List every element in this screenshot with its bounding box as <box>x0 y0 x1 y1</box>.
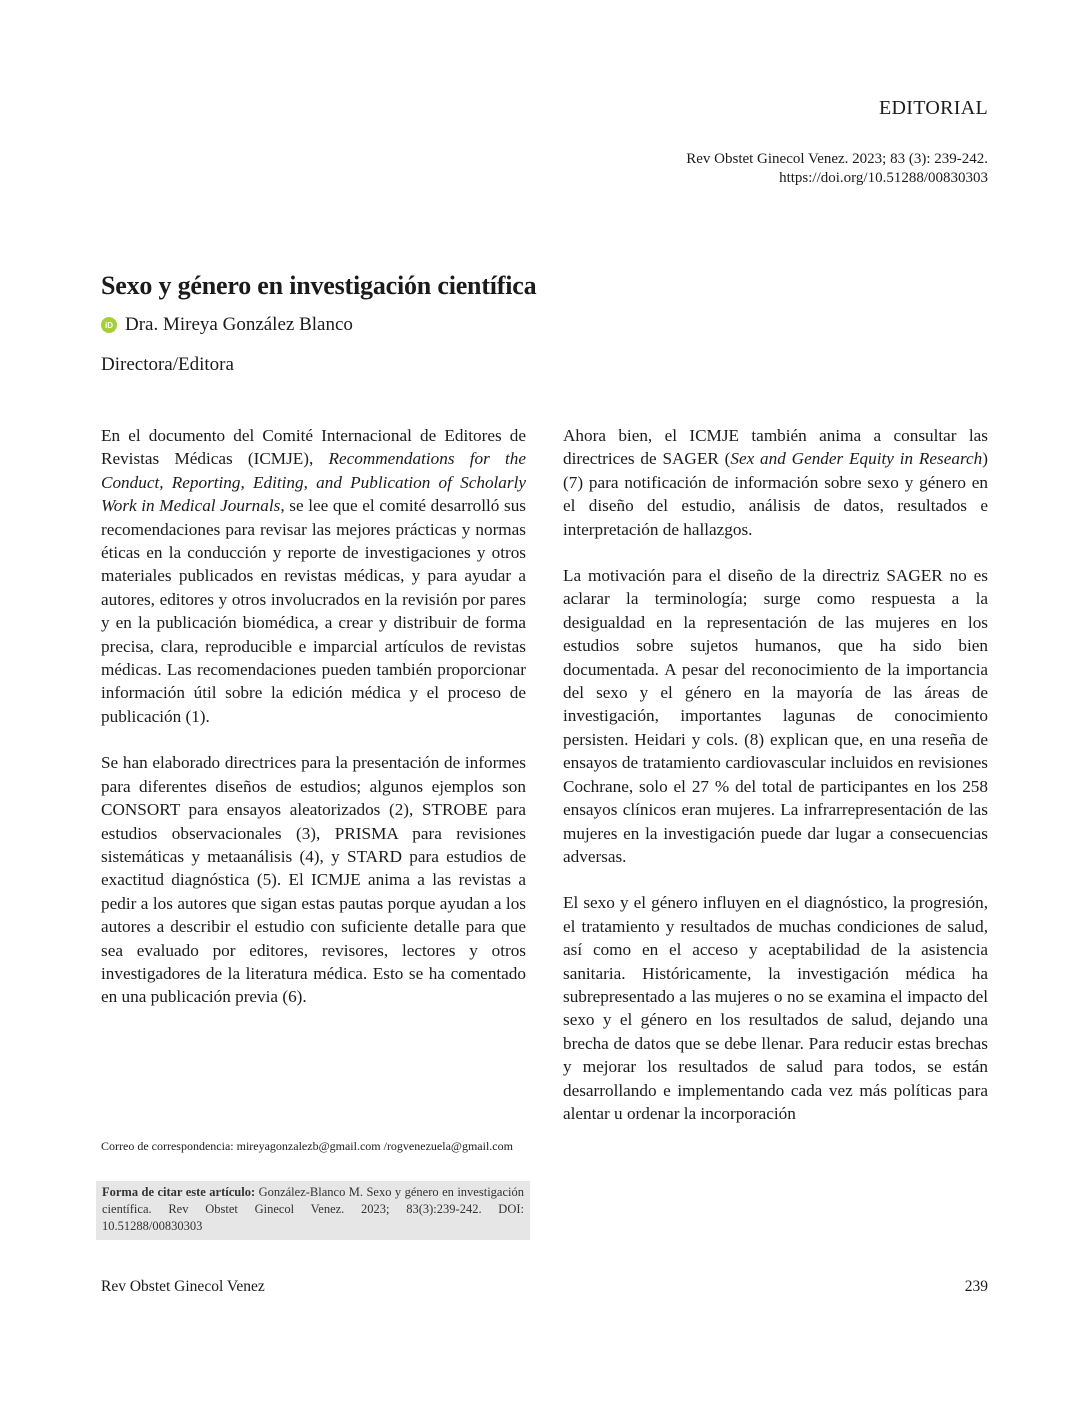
sager-title: Sex and Gender Equity in Research <box>730 449 983 469</box>
citation-text: Rev Obstet Ginecol Venez. 2023; 83 (3): 239-242. <box>686 151 988 167</box>
paragraph: La motivación para el diseño de la directriz SAGER no es aclarar la terminología; surge como respuesta a la desigualdad en la representación de las mujeres en los estudios sobre sujetos humanos, que ha sido bien documentada. A pesar del reconocimiento de la importancia del sexo y el género en la mayoría de las áreas de investigación, importantes lagunas de conocimiento persisten. Heidari y cols. (8) explican que, en una reseña de ensayos de tratamiento cardiovascular incluidos en revisiones Cochrane, solo el 27 % del total de participantes en los 258 ensayos clínicos eran mujeres. La infrarrepresentación de las mujeres en la investigación puede dar lugar a consecuencias adversas. <box>563 566 988 866</box>
right-column <box>563 424 988 1148</box>
orcid-icon[interactable]: iD <box>101 317 117 333</box>
author-role: Directora/Editora <box>101 354 234 375</box>
correspondence-note: Correo de correspondencia: mireyagonzalezb@gmail.com /rogvenezuela@gmail.com <box>101 1139 513 1153</box>
paragraph: Ahora bien, el ICMJE también anima a consultar las directrices de SAGER (Sex and Gender Equity in Research) (7) para notificación de información sobre sexo y género en el diseño del estudio, análisis de datos, resultados e interpretación de hallazgos. <box>563 426 988 539</box>
footer-journal: Rev Obstet Ginecol Venez <box>101 1278 265 1295</box>
recommendations-title: Recommendations for the Conduct, Reporting, Editing, and Publication of Scholarly Work in Medical Journals <box>101 449 526 516</box>
citation-reference: González-Blanco M. Sexo y género en investigación científica. Rev Obstet Ginecol Venez. 2023; 83(3):239-242. DOI: 10.51288/00830303 <box>102 1185 524 1233</box>
page-number: 239 <box>964 1278 988 1295</box>
author-name: Dra. Mireya González Blanco <box>125 314 353 335</box>
citation-box <box>96 1181 530 1240</box>
paragraph: Se han elaborado directrices para la presentación de informes para diferentes diseños de estudios; algunos ejemplos son CONSORT para ensayos aleatorizados (2), STROBE para estudios observacionales (3), PRISMA para revisiones sistemáticas y metaanálisis (4), y STARD para estudios de exactitud diagnóstica (5). El ICMJE anima a las revistas a pedir a los autores que sigan estas pautas porque ayudan a los autores a describir el estudio con suficiente detalle para que sea evaluado por editores, revisores, lectores y otros investigadores de la literatura médica. Esto se ha comentado en una publicación previa (6). <box>101 753 526 1007</box>
doi-link[interactable]: https://doi.org/10.51288/00830303 <box>779 170 988 186</box>
article-title: Sexo y género en investigación científica <box>101 271 537 300</box>
citation-label: Forma de citar este artículo: <box>102 1185 256 1199</box>
paragraph: En el documento del Comité Internacional de Editores de Revistas Médicas (ICMJE), Recommendations for the Conduct, Reporting, Editing, and Publication of Scholarly Work in Medical Journals, se lee que el comité desarrolló sus recomendaciones para revisar las mejores prácticas y normas éticas en la conducción y reporte de investigaciones y otros materiales publicados en revistas médicas, y para ayudar a autores, editores y otros involucrados en la revisión por pares y en la publicación biomédica, a crear y distribuir de forma precisa, clara, reproducible e imparcial artículos de revistas médicas. Las recomendaciones pueden también proporcionar información útil sobre la edición médica y el proceso de publicación (1). <box>101 426 526 726</box>
author-row <box>101 314 353 336</box>
section-label: EDITORIAL <box>879 97 988 119</box>
journal-citation <box>686 150 988 188</box>
paragraph: El sexo y el género influyen en el diagnóstico, la progresión, el tratamiento y resultados de muchas condiciones de salud, así como en el acceso y aceptabilidad de la asistencia sanitaria. Históricamente, la investigación médica ha subrepresentado a las mujeres o no se examina el impacto del sexo y el género en los resultados de salud, dejando una brecha de datos que se debe llenar. Para reducir estas brechas y mejorar los resultados de salud para todos, se están desarrollando e implementando cada vez más políticas para alentar u ordenar la incorporación <box>563 893 988 1123</box>
left-column <box>101 424 526 1032</box>
